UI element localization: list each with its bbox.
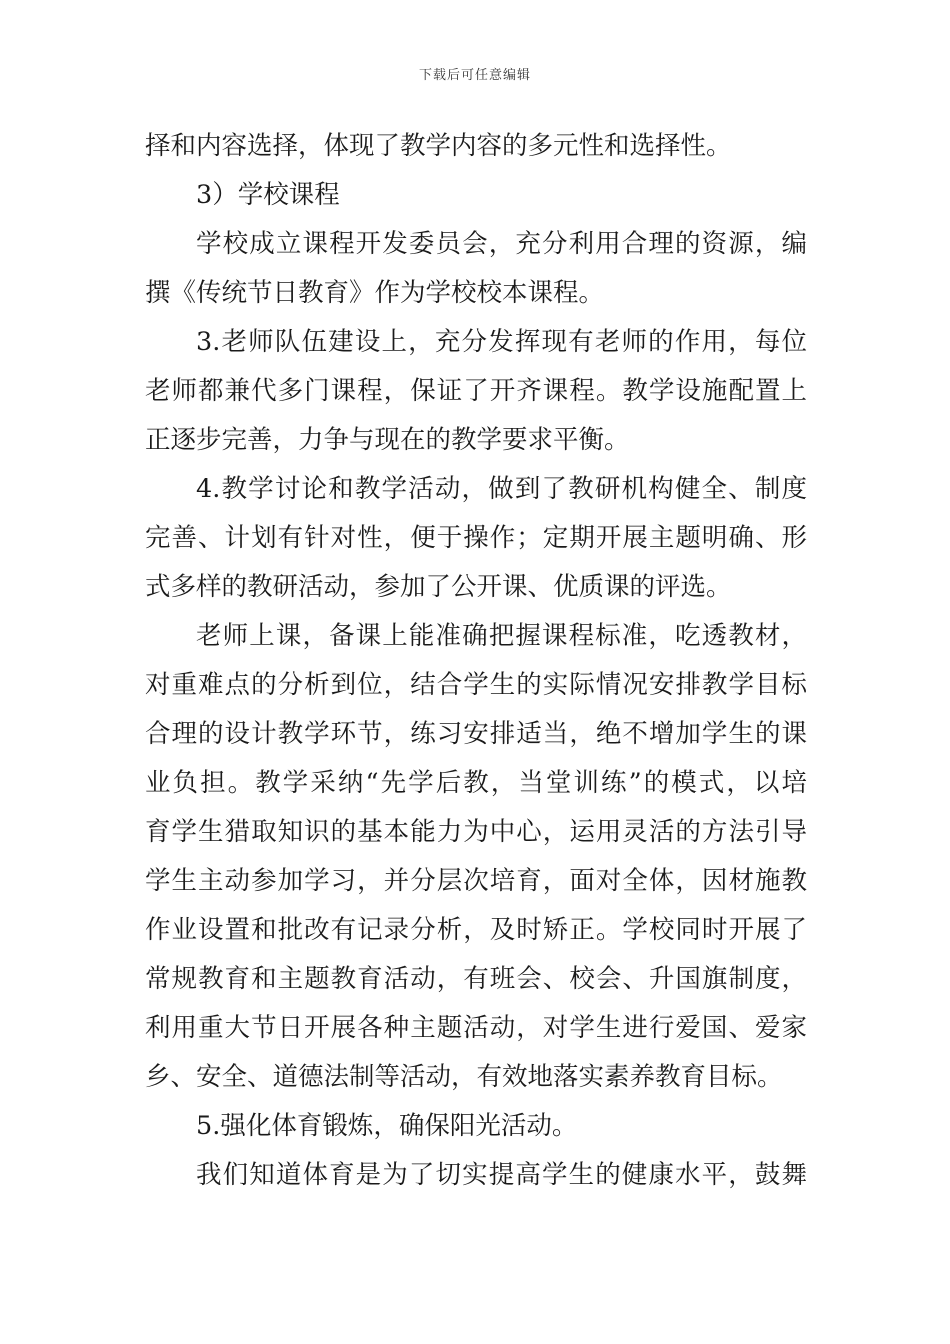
text-line: 作业设置和批改有记录分析，及时矫正。学校同时开展了 [145,915,807,945]
text-line: 老师上课，备课上能准确把握课程标准，吃透教材， [196,621,807,651]
text-line: 3.老师队伍建设上，充分发挥现有老师的作用，每位 [196,327,807,357]
text-line: 3）学校课程 [196,180,340,210]
text-line: 撰《传统节日教育》作为学校校本课程。 [145,278,605,308]
page-header: 下载后可任意编辑 [418,68,531,83]
text-line: 学生主动参加学习，并分层次培育，面对全体，因材施教 [145,866,807,896]
text-line: 择和内容选择，体现了教学内容的多元性和选择性。 [145,131,732,161]
text-line: 完善、计划有针对性，便于操作；定期开展主题明确、形 [145,523,807,553]
text-line: 学校成立课程开发委员会，充分利用合理的资源，编 [196,229,807,259]
text-line: 老师都兼代多门课程，保证了开齐课程。教学设施配置上 [145,376,807,406]
text-line: 4.教学讨论和教学活动，做到了教研机构健全、制度 [196,474,807,504]
text-line: 对重难点的分析到位，结合学生的实际情况安排教学目标 [145,670,807,700]
text-line: 正逐步完善，力争与现在的教学要求平衡。 [145,425,630,455]
text-line: 合理的设计教学环节，练习安排适当，绝不增加学生的课 [145,719,807,749]
text-line: 利用重大节日开展各种主题活动，对学生进行爱国、爱家 [145,1013,807,1043]
document-body [145,122,807,1200]
text-line: 业负担。教学采纳“先学后教，当堂训练”的模式，以培 [145,768,807,798]
text-line: 常规教育和主题教育活动，有班会、校会、升国旗制度， [145,964,807,994]
text-line: 我们知道体育是为了切实提高学生的健康水平，鼓舞 [196,1160,807,1190]
text-line: 乡、安全、道德法制等活动，有效地落实素养教育目标。 [145,1062,783,1092]
text-line: 育学生猎取知识的基本能力为中心，运用灵活的方法引导 [145,817,807,847]
text-line: 式多样的教研活动，参加了公开课、优质课的评选。 [145,572,732,602]
text-line: 5.强化体育锻炼，确保阳光活动。 [196,1111,578,1141]
